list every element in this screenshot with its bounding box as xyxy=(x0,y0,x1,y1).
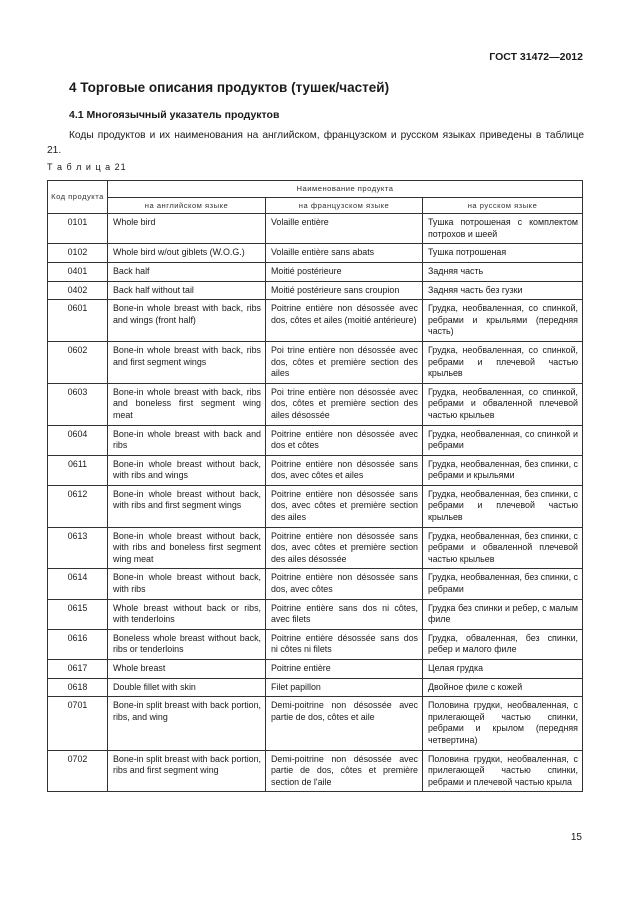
cell-french: Poitrine entière non désossée avec dos, côtes et ailes (moitié antérieure) xyxy=(266,300,423,342)
standard-code: ГОСТ 31472—2012 xyxy=(489,51,583,63)
cell-russian: Грудка без спинки и ребер, с малым филе xyxy=(423,599,583,629)
cell-code: 0701 xyxy=(48,697,108,750)
cell-code: 0401 xyxy=(48,262,108,281)
cell-russian: Задняя часть без гузки xyxy=(423,281,583,300)
cell-english: Boneless whole breast without back, ribs or tenderloins xyxy=(108,629,266,659)
cell-code: 0101 xyxy=(48,214,108,244)
cell-english: Bone-in whole breast with back, ribs and boneless first segment wing meat xyxy=(108,383,266,425)
cell-french: Poi trine entière non désossée avec dos, côtes et première section des ailes désossée xyxy=(266,383,423,425)
cell-russian: Грудка, необваленная, со спинкой, ребрами и обваленной плечевой частью крыльев xyxy=(423,383,583,425)
cell-english: Bone-in whole breast without back, with ribs and wings xyxy=(108,455,266,485)
cell-english: Back half without tail xyxy=(108,281,266,300)
product-index-table xyxy=(47,180,583,792)
cell-russian: Грудка, необваленная, без спинки, с ребрами и крыльями xyxy=(423,455,583,485)
cell-french: Poitrine entière non désossée sans dos, avec côtes et première section des ailes xyxy=(266,485,423,527)
cell-code: 0612 xyxy=(48,485,108,527)
cell-french: Poitrine entière non désossée sans dos, avec côtes et première section des ailes désossée xyxy=(266,527,423,569)
cell-french: Volaille entière sans abats xyxy=(266,244,423,263)
cell-english: Double fillet with skin xyxy=(108,678,266,697)
table-subheader-row xyxy=(48,197,583,214)
cell-russian: Двойное филе с кожей xyxy=(423,678,583,697)
cell-english: Bone-in whole breast without back, with ribs and boneless first segment wing meat xyxy=(108,527,266,569)
subsection-title: 4.1 Многоязычный указатель продуктов xyxy=(69,109,280,121)
header-code: Код продукта xyxy=(48,181,108,214)
cell-french: Poitrine entière xyxy=(266,660,423,679)
cell-english: Bone-in whole breast with back and ribs xyxy=(108,425,266,455)
page-number: 15 xyxy=(570,832,582,843)
header-name-group: Наименование продукта xyxy=(108,181,583,198)
cell-french: Poitrine entière non désossée sans dos, avec côtes xyxy=(266,569,423,599)
cell-russian: Грудка, обваленная, без спинки, ребер и малого филе xyxy=(423,629,583,659)
table-row xyxy=(48,262,583,281)
intro-paragraph: Коды продуктов и их наименования на английском, французском и русском языках приведены в таблице 21. xyxy=(47,130,584,156)
header-english: на английском языке xyxy=(108,197,266,214)
cell-english: Whole breast xyxy=(108,660,266,679)
cell-french: Demi-poitrine non désossée avec partie de dos, côtes et première section de l'aile xyxy=(266,750,423,792)
cell-code: 0602 xyxy=(48,341,108,383)
cell-english: Bone-in whole breast without back, with ribs xyxy=(108,569,266,599)
cell-french: Poitrine entière sans dos ni côtes, avec filets xyxy=(266,599,423,629)
cell-english: Bone-in split breast with back portion, ribs and first segment wing xyxy=(108,750,266,792)
table-row xyxy=(48,214,583,244)
cell-french: Demi-poitrine non désossée avec partie de dos, côtes et aile xyxy=(266,697,423,750)
table-row xyxy=(48,455,583,485)
cell-english: Bone-in whole breast with back, ribs and wings (front half) xyxy=(108,300,266,342)
cell-french: Poitrine entière désossée sans dos ni côtes ni filets xyxy=(266,629,423,659)
cell-russian: Половина грудки, необваленная, с прилегающей частью спинки, ребрами и крылом (передняя четвертина) xyxy=(423,697,583,750)
cell-french: Poitrine entière non désossée avec dos et côtes xyxy=(266,425,423,455)
table-row xyxy=(48,244,583,263)
cell-code: 0604 xyxy=(48,425,108,455)
cell-russian: Грудка, необваленная, без спинки, с ребрами и обваленной плечевой частью крыльев xyxy=(423,527,583,569)
cell-code: 0614 xyxy=(48,569,108,599)
cell-code: 0102 xyxy=(48,244,108,263)
cell-code: 0613 xyxy=(48,527,108,569)
table-row xyxy=(48,599,583,629)
table-caption: Т а б л и ц а 21 xyxy=(47,162,127,172)
cell-russian: Тушка потрошеная с комплектом потрохов и шеей xyxy=(423,214,583,244)
cell-code: 0603 xyxy=(48,383,108,425)
cell-english: Whole bird xyxy=(108,214,266,244)
cell-english: Bone-in whole breast with back, ribs and first segment wings xyxy=(108,341,266,383)
table-row xyxy=(48,341,583,383)
table-row xyxy=(48,678,583,697)
cell-french: Volaille entière xyxy=(266,214,423,244)
header-french: на французском языке xyxy=(266,197,423,214)
cell-russian: Грудка, необваленная, со спинкой и ребрами xyxy=(423,425,583,455)
table-row xyxy=(48,629,583,659)
cell-russian: Задняя часть xyxy=(423,262,583,281)
cell-russian: Грудка, необваленная, без спинки, с ребрами и плечевой частью крыльев xyxy=(423,485,583,527)
cell-french: Moitié postérieure xyxy=(266,262,423,281)
cell-french: Moitié postérieure sans croupion xyxy=(266,281,423,300)
cell-russian: Тушка потрошеная xyxy=(423,244,583,263)
table-row xyxy=(48,660,583,679)
table-row xyxy=(48,281,583,300)
cell-russian: Грудка, необваленная, со спинкой, ребрами и плечевой частью крыльев xyxy=(423,341,583,383)
table-row xyxy=(48,425,583,455)
table-row xyxy=(48,750,583,792)
cell-code: 0702 xyxy=(48,750,108,792)
table-header-row xyxy=(48,181,583,198)
cell-english: Bone-in whole breast without back, with ribs and first segment wings xyxy=(108,485,266,527)
cell-russian: Целая грудка xyxy=(423,660,583,679)
cell-english: Whole bird w/out giblets (W.O.G.) xyxy=(108,244,266,263)
table-row xyxy=(48,485,583,527)
cell-code: 0601 xyxy=(48,300,108,342)
cell-french: Filet papillon xyxy=(266,678,423,697)
cell-russian: Грудка, необваленная, без спинки, с ребрами xyxy=(423,569,583,599)
cell-russian: Половина грудки, необваленная, с прилегающей частью спинки, ребрами и плечевой частью крыла xyxy=(423,750,583,792)
table-row xyxy=(48,300,583,342)
table-row xyxy=(48,569,583,599)
cell-code: 0615 xyxy=(48,599,108,629)
cell-french: Poitrine entière non désossée sans dos, avec côtes et ailes xyxy=(266,455,423,485)
table-row xyxy=(48,697,583,750)
cell-russian: Грудка, необваленная, со спинкой, ребрами и крыльями (передняя часть) xyxy=(423,300,583,342)
cell-code: 0402 xyxy=(48,281,108,300)
cell-code: 0618 xyxy=(48,678,108,697)
cell-french: Poi trine entière non désossée avec dos, côtes et première section des ailes xyxy=(266,341,423,383)
table-row xyxy=(48,527,583,569)
header-russian: на русском языке xyxy=(423,197,583,214)
cell-code: 0616 xyxy=(48,629,108,659)
cell-english: Bone-in split breast with back portion, ribs, and wing xyxy=(108,697,266,750)
cell-code: 0611 xyxy=(48,455,108,485)
cell-code: 0617 xyxy=(48,660,108,679)
section-title: 4 Торговые описания продуктов (тушек/частей) xyxy=(69,80,390,95)
cell-english: Whole breast without back or ribs, with tenderloins xyxy=(108,599,266,629)
cell-english: Back half xyxy=(108,262,266,281)
table-row xyxy=(48,383,583,425)
